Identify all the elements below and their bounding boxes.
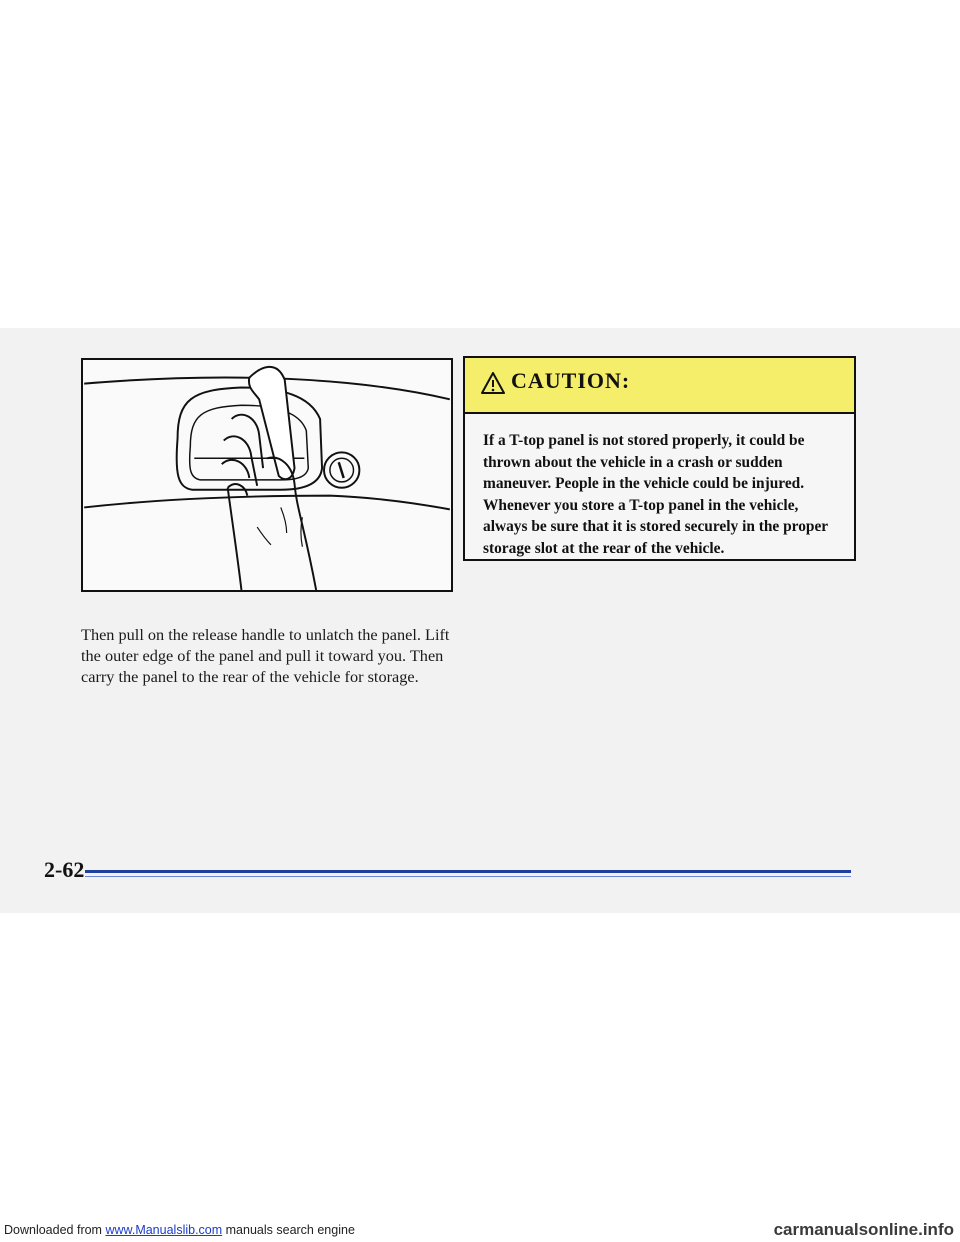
footer-suffix: manuals search engine: [222, 1223, 355, 1237]
footer-rule: [85, 870, 851, 873]
instruction-paragraph: Then pull on the release handle to unlatch the panel. Lift the outer edge of the panel and pull it toward you. Then carry the panel to the rear of the vehicle for storage.: [81, 625, 450, 686]
caution-text: If a T-top panel is not stored properly, it could be thrown about the vehicle in a crash or sudden maneuver. People in the vehicle could be injured. Whenever you store a T-top panel in the vehicle, always be sure that it is stored securely in the proper storage slot at the rear of the vehicle.: [483, 432, 828, 557]
footer-rule-thin: [85, 876, 851, 877]
download-credit: [4, 1223, 355, 1237]
caution-title: CAUTION:: [511, 368, 631, 393]
warning-triangle-icon: [481, 372, 505, 394]
footer-prefix: Downloaded from: [4, 1223, 106, 1237]
site-watermark: carmanualsonline.info: [773, 1220, 954, 1239]
manualslib-link[interactable]: www.Manualslib.com: [105, 1223, 223, 1237]
page-number: 2-62: [44, 857, 85, 882]
handle-illustration-drawing: [83, 360, 451, 590]
download-footer: [0, 1220, 960, 1242]
caution-header: [465, 358, 854, 414]
t-top-handle-illustration: [81, 358, 453, 592]
caution-box: [463, 356, 856, 561]
